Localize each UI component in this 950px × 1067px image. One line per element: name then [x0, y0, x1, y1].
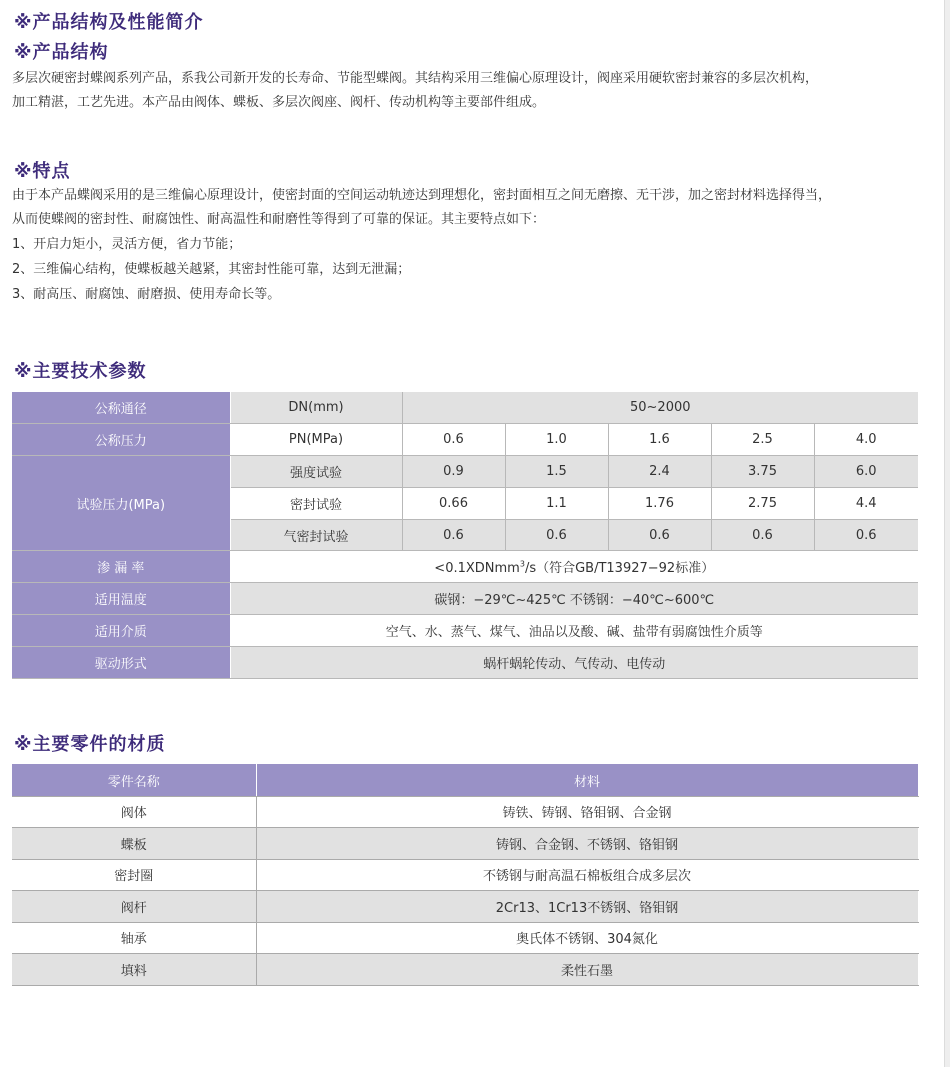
leak-rate-value [230, 551, 918, 583]
part-material: 奥氏体不锈钢、304氮化 [256, 922, 918, 954]
materials-table [12, 764, 919, 986]
col-material: 材料 [256, 765, 918, 797]
part-name: 阀杆 [12, 891, 256, 923]
seal-value: 2.75 [711, 487, 814, 519]
col-part-name: 零件名称 [12, 765, 256, 797]
part-material: 铸铁、铸钢、铬钼钢、合金钢 [256, 796, 918, 828]
temp-label: 适用温度 [12, 583, 230, 615]
pn-value: 4.0 [814, 424, 918, 456]
leak-rate-text-b: /s（符合GB/T13927−92标准） [524, 561, 715, 577]
features-line-2: 从而使蝶阀的密封性、耐腐蚀性、耐高温性和耐磨性等得到了可靠的保证。其主要特点如下： [12, 212, 546, 227]
features-line-5: 3、耐高压、耐腐蚀、耐磨损、使用寿命长等。 [12, 287, 281, 302]
strength-value: 2.4 [608, 456, 711, 488]
part-name: 密封圈 [12, 859, 256, 891]
test-pressure-label: 试验压力(MPa) [12, 456, 230, 551]
strength-value: 1.5 [505, 456, 608, 488]
seal-value: 0.66 [402, 487, 505, 519]
tech-params-table [12, 392, 918, 679]
air-value: 0.6 [402, 519, 505, 551]
strength-value: 6.0 [814, 456, 918, 488]
drive-label: 驱动形式 [12, 646, 230, 678]
page-right-border [944, 0, 950, 1067]
features-line-4: 2、三维偏心结构，使蝶板越关越紧，其密封性能可靠，达到无泄漏； [12, 262, 411, 277]
leak-rate-label: 渗 漏 率 [12, 551, 230, 583]
air-value: 0.6 [505, 519, 608, 551]
seal-test-label: 密封试验 [230, 487, 402, 519]
air-test-label: 气密封试验 [230, 519, 402, 551]
pn-value: 1.0 [505, 424, 608, 456]
pn-value: 0.6 [402, 424, 505, 456]
pn-value: 1.6 [608, 424, 711, 456]
features-line-1: 由于本产品蝶阀采用的是三维偏心原理设计，使密封面的空间运动轨迹达到理想化，密封面相互之间无磨擦、无干涉，加之密封材料选择得当， [12, 188, 832, 203]
part-name: 蝶板 [12, 828, 256, 860]
air-value: 0.6 [711, 519, 814, 551]
structure-line-1: 多层次硬密封蝶阀系列产品，系我公司新开发的长寿命、节能型蝶阀。其结构采用三维偏心原理设计，阀座采用硬软密封兼容的多层次机构， [12, 71, 819, 86]
strength-value: 0.9 [402, 456, 505, 488]
part-name: 阀体 [12, 796, 256, 828]
params-heading: ※主要技术参数 [14, 361, 147, 382]
part-material: 2Cr13、1Cr13不锈钢、铬钼钢 [256, 891, 918, 923]
features-heading: ※特点 [14, 161, 71, 182]
strength-value: 3.75 [711, 456, 814, 488]
seal-value: 1.76 [608, 487, 711, 519]
intro-heading: ※产品结构及性能简介 [14, 12, 204, 33]
part-name: 填料 [12, 954, 256, 986]
seal-value: 1.1 [505, 487, 608, 519]
features-line-3: 1、开启力矩小，灵活方便，省力节能； [12, 237, 242, 252]
strength-test-label: 强度试验 [230, 456, 402, 488]
pn-label: 公称压力 [12, 424, 230, 456]
drive-value: 蜗杆蜗轮传动、气传动、电传动 [230, 646, 918, 678]
medium-value: 空气、水、蒸气、煤气、油品以及酸、碱、盐带有弱腐蚀性介质等 [230, 615, 918, 647]
part-name: 轴承 [12, 922, 256, 954]
materials-heading: ※主要零件的材质 [14, 734, 166, 755]
medium-label: 适用介质 [12, 615, 230, 647]
dn-unit: DN(mm) [230, 392, 402, 424]
temp-value: 碳钢：−29℃~425℃ 不锈钢：−40℃~600℃ [230, 583, 918, 615]
air-value: 0.6 [814, 519, 918, 551]
pn-value: 2.5 [711, 424, 814, 456]
part-material: 不锈钢与耐高温石棉板组合成多层次 [256, 859, 918, 891]
part-material: 柔性石墨 [256, 954, 918, 986]
part-material: 铸钢、合金钢、不锈钢、铬钼钢 [256, 828, 918, 860]
dn-label: 公称通径 [12, 392, 230, 424]
seal-value: 4.4 [814, 487, 918, 519]
leak-rate-sup: 3 [519, 560, 525, 570]
structure-heading: ※产品结构 [14, 42, 109, 63]
structure-line-2: 加工精湛，工艺先进。本产品由阀体、蝶板、多层次阀座、阀杆、传动机构等主要部件组成。 [12, 95, 546, 110]
pn-unit: PN(MPa) [230, 424, 402, 456]
air-value: 0.6 [608, 519, 711, 551]
dn-range: 50~2000 [402, 392, 918, 424]
leak-rate-text-a: <0.1XDNmm [434, 561, 520, 577]
